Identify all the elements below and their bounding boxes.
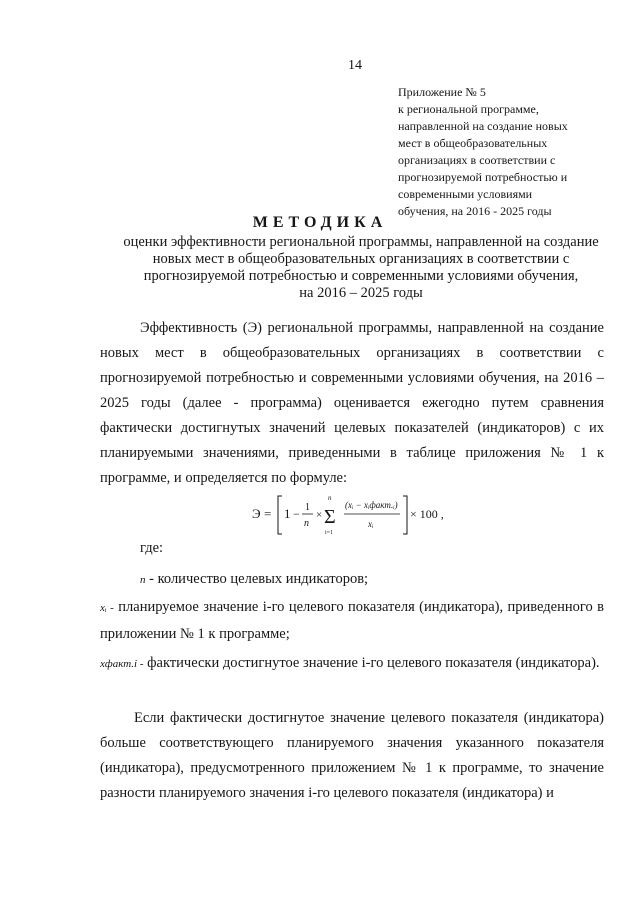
appendix-line: современными условиями [398, 187, 533, 201]
symbol-xfact: xфакт.i - [100, 658, 144, 670]
where-label: где: [140, 540, 164, 556]
paragraph-exceeded-value: Если фактически достигнутое значение целевого показателя (индикатора) больше соответствующего планируемого значения указанного показателя (индикатора), предусмотренного приложением № 1 к программе, то значение разности планируемого значения i-го целевого показателя (индикатора) и [100, 710, 604, 801]
definition-n-text: - количество целевых индикаторов; [149, 571, 369, 587]
appendix-line: прогнозируемой потребностью и [398, 170, 568, 184]
fraction-denominator: n [304, 518, 309, 529]
appendix-line: организациях в соответствии с [398, 153, 556, 167]
appendix-header [398, 84, 630, 220]
sum-upper-limit: n [328, 494, 332, 502]
term-numerator: (xᵢ − xᵢфакт.ᵢ) [345, 500, 398, 510]
symbol-xi: xᵢ - [100, 602, 114, 614]
left-bracket [278, 496, 282, 534]
right-bracket [403, 496, 407, 534]
definition-n [140, 566, 368, 593]
subtitle-line: новых мест в общеобразовательных организациях в соответствии с [152, 251, 570, 267]
appendix-line: обучения, на 2016 - 2025 годы [398, 204, 552, 218]
appendix-line: направленной на создание новых [398, 119, 568, 133]
term-denominator: xᵢ [368, 519, 374, 529]
document-title: МЕТОДИКА [252, 214, 388, 231]
symbol-n: n [140, 574, 146, 586]
page-number: 14 [348, 58, 362, 73]
appendix-line: Приложение № 5 [398, 85, 486, 99]
appendix-line: мест в общеобразовательных [398, 136, 548, 150]
fraction-numerator: 1 [305, 502, 310, 513]
sum-sign: Σ [324, 506, 336, 528]
definition-xfact [100, 650, 604, 677]
formula-times: × [316, 509, 323, 521]
document-subtitle [108, 234, 614, 302]
subtitle-line: прогнозируемой потребностью и современными условиями обучения, [143, 268, 579, 284]
formula-one: 1 [284, 506, 291, 521]
subtitle-line: оценки эффективности региональной программы, направленной на создание [123, 234, 599, 250]
subtitle-line: на 2016 – 2025 годы [299, 285, 423, 301]
formula-suffix: × 100 , [410, 507, 444, 521]
efficiency-formula [250, 490, 490, 538]
appendix-line: к региональной программе, [398, 102, 539, 116]
formula-lhs: Э [252, 506, 261, 521]
sum-lower-limit: i=1 [325, 530, 334, 536]
formula-minus: − [293, 507, 300, 521]
definition-xi-text: планируемое значение i-го целевого показателя (индикатора), приведенного в приложении № 1 к программе; [100, 599, 604, 642]
definition-xi [100, 594, 604, 647]
formula-equals: = [264, 506, 272, 521]
definition-xfact-text: фактически достигнутое значение i-го целевого показателя (индикатора). [147, 655, 600, 671]
paragraph-efficiency: Эффективность (Э) региональной программы, направленной на создание новых мест в общеобразовательных организациях в соответствии с прогнозируемой потребностью и современными условиями обучения, на 2016 – 2025 годы (далее - программа) оценивается ежегодно путем сравнения фактически достигнутых значений целевых показателей (индикаторов) с их планируемыми значениями, приведенными в таблице приложения № 1 к программе, и определяется по формуле: [100, 320, 604, 486]
